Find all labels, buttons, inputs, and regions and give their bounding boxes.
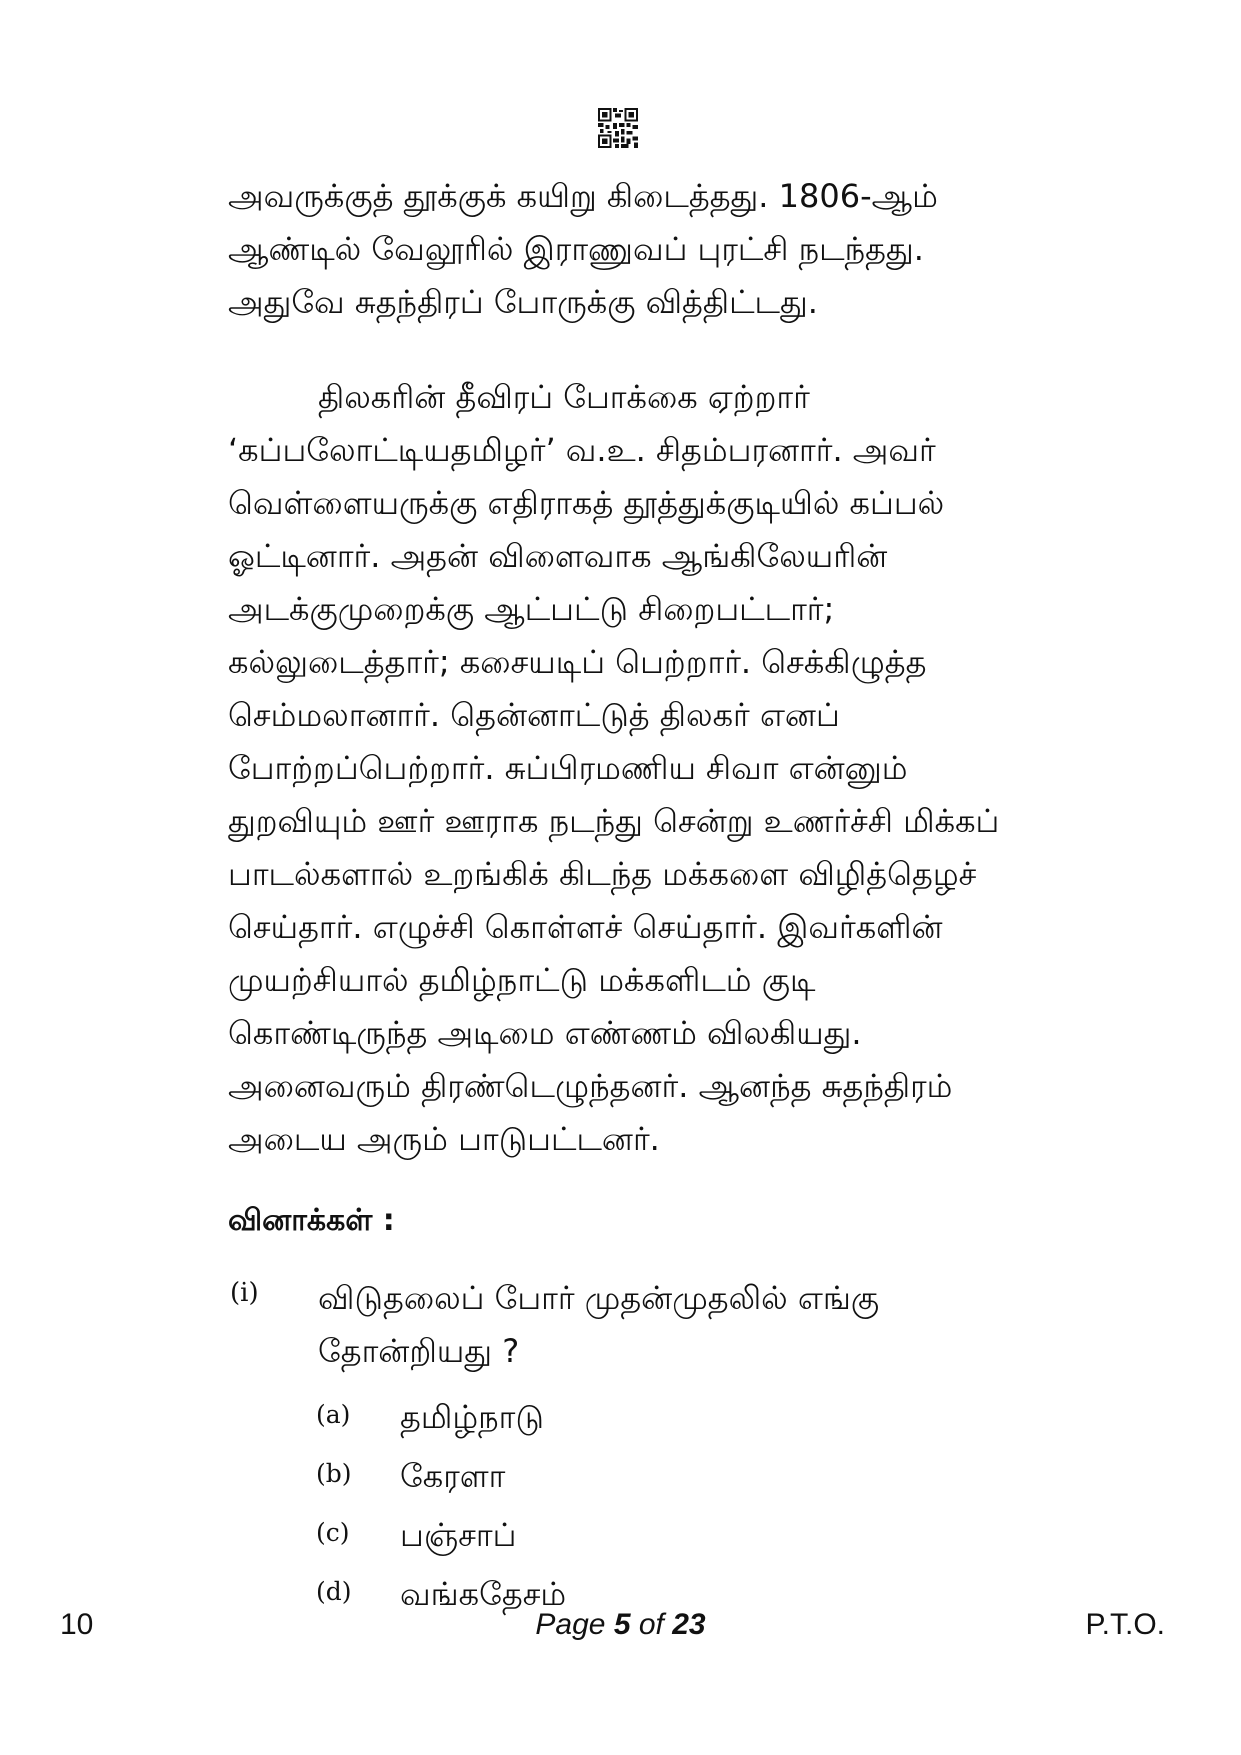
question-text-line: தோன்றியது ? [318,1332,520,1370]
passage-paragraph-2 [228,371,1128,1166]
passage-line: அதுவே சுதந்திரப் போருக்கு வித்திட்டது. [228,283,818,321]
option-label: (a) [316,1400,351,1429]
pto-label: P.T.O. [1085,1608,1165,1641]
page-content [228,170,1128,1628]
passage-line: அனைவரும் திரண்டெழுந்தனர். ஆனந்த சுதந்திரம் [228,1067,953,1105]
passage-line: அடக்குமுறைக்கு ஆட்பட்டு சிறைபட்டார்; [228,590,835,628]
qr-code-icon [598,108,638,148]
option-text: வங்கதேசம் [400,1575,567,1613]
passage-line: கல்லுடைத்தார்; கசையடிப் பெற்றார். செக்கிழுத்த [228,643,927,681]
passage-line: வெள்ளையருக்கு எதிராகத் தூத்துக்குடியில் கப்பல் [228,484,945,522]
option-label: (d) [316,1577,352,1606]
page-total: 23 [672,1608,706,1641]
answer-options [228,1392,1128,1628]
passage-line: ஆண்டில் வேலூரில் இராணுவப் புரட்சி நடந்தது. [228,230,924,268]
page-current: 5 [613,1608,631,1641]
passage-paragraph-1 [228,170,1128,329]
question-number: (i) [230,1278,259,1308]
page-of: of [638,1608,664,1641]
option-b [228,1451,1128,1510]
questions-heading: வினாக்கள் : [228,1203,395,1238]
question-text-line: விடுதலைப் போர் முதன்முதலில் எங்கு [318,1279,880,1317]
passage-line: அடைய அரும் பாடுபட்டனர். [228,1120,660,1158]
option-c [228,1510,1128,1569]
page-prefix: Page [535,1608,606,1641]
passage-line: அவருக்குத் தூக்குக் கயிறு கிடைத்தது. 1806-ஆம் [228,177,938,215]
passage-line: திலகரின் தீவிரப் போக்கை ஏற்றார் [318,378,810,416]
page-footer [0,1608,1241,1648]
option-label: (b) [316,1459,352,1488]
footer-page-number: 10 [60,1608,94,1641]
passage-line: செய்தார். எழுச்சி கொள்ளச் செய்தார். இவர்களின் [228,908,943,946]
passage-line: செம்மலானார். தென்னாட்டுத் திலகர் எனப் [228,696,840,734]
passage-line: ‘கப்பலோட்டியதமிழர்’ வ.உ. சிதம்பரனார். அவர் [228,431,936,469]
passage-line: ஓட்டினார். அதன் விளைவாக ஆங்கிலேயரின் [228,537,888,575]
passage-line: துறவியும் ஊர் ஊராக நடந்து சென்று உணர்ச்சி மிக்கப் [228,802,1000,840]
option-text: கேரளா [400,1457,506,1495]
question-i [228,1272,1128,1378]
passage-line: போற்றப்பெற்றார். சுப்பிரமணிய சிவா என்னும் [228,749,908,787]
passage-line: பாடல்களால் உறங்கிக் கிடந்த மக்களை விழித்தெழச் [228,855,977,893]
option-a [228,1392,1128,1451]
passage-line: கொண்டிருந்த அடிமை எண்ணம் விலகியது. [228,1014,862,1052]
option-text: தமிழ்நாடு [400,1398,544,1436]
option-text: பஞ்சாப் [400,1516,517,1554]
option-label: (c) [316,1518,350,1547]
footer-page-indicator [0,1608,1241,1642]
passage-line: முயற்சியால் தமிழ்நாட்டு மக்களிடம் குடி [228,961,816,999]
